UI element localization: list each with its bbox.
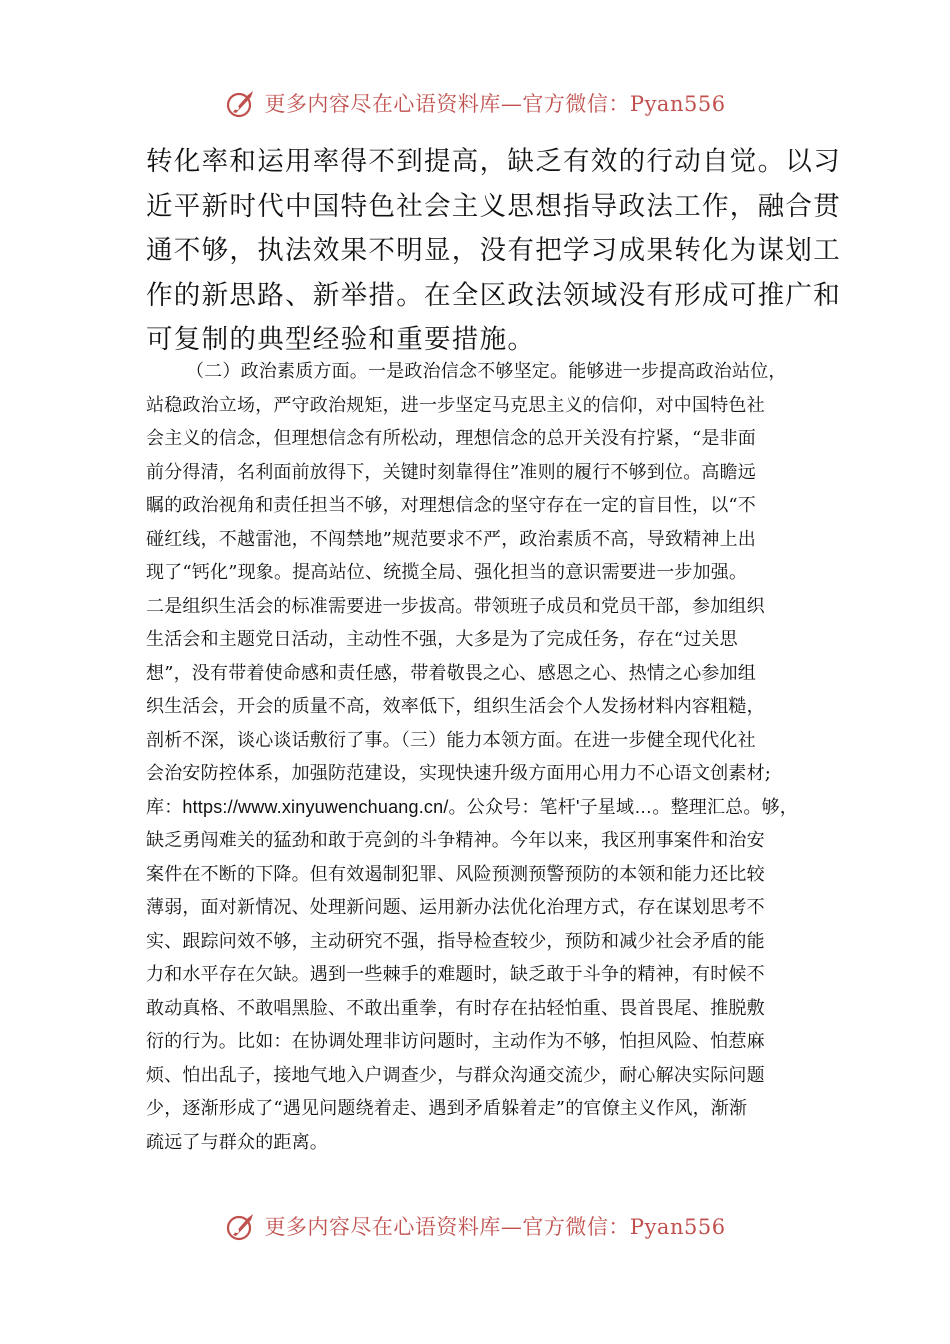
lead-paragraph xyxy=(146,140,841,363)
text-line: 生活会和主题党日活动，主动性不强，大多是为了完成任务，存在“过关思 xyxy=(146,629,738,650)
text-line: 碰红线，不越雷池，不闯禁地”规范要求不严，政治素质不高，导致精神上出 xyxy=(146,528,756,550)
text-line: 缺乏勇闯难关的猛劲和敢于亮剑的斗争精神。今年以来，我区刑事案件和治安 xyxy=(146,830,765,851)
pen-nib-logo-icon xyxy=(224,86,258,120)
text-line: 可复制的典型经验和重要措施。 xyxy=(146,324,536,355)
text-line: 烦、怕出乱子，接地气地入户调查少，与群众沟通交流少，耐心解决实际问题 xyxy=(146,1064,765,1086)
text-line: 力和水平存在欠缺。遇到一些棘手的难题时，缺乏敢于斗争的精神，有时候不 xyxy=(146,964,765,985)
text-line: 疏远了与群众的距离。 xyxy=(146,1131,328,1153)
text-line: 案件在不断的下降。但有效遏制犯罪、风险预测预警预防的本领和能力还比较 xyxy=(146,863,765,885)
text-line: 衍的行为。比如：在协调处理非访问题时，主动作为不够，怕担风险、怕惹麻 xyxy=(146,1031,765,1052)
watermark-text: 更多内容尽在心语资料库—官方微信：Pyan556 xyxy=(264,1215,726,1239)
text-line: 转化率和运用率得不到提高，缺乏有效的行动自觉。以习 xyxy=(146,146,841,177)
text-line: 近平新时代中国特色社会主义思想指导政法工作，融合贯 xyxy=(146,190,841,222)
text-line: 织生活会，开会的质量不高，效率低下，组织生活会个人发扬材料内容粗糙， xyxy=(146,696,765,717)
text-line: 前分得清，名利面前放得下，关键时刻靠得住”准则的履行不够到位。高瞻远 xyxy=(146,461,756,483)
watermark-header xyxy=(0,83,950,123)
text-line: 瞩的政治视角和责任担当不够，对理想信念的坚守存在一定的盲目性，以“不 xyxy=(146,495,756,516)
body-paragraph xyxy=(146,355,812,1159)
text-line-with-link: 库：https://www.xinyuwenchuang.cn/。公众号：笔杆'子星域…。整理汇总。够， xyxy=(146,796,798,817)
pen-nib-logo-icon xyxy=(224,1209,258,1243)
text-line: 实、跟踪问效不够，主动研究不强，指导检查较少，预防和减少社会矛盾的能 xyxy=(146,930,765,952)
text-line: 剖析不深，谈心谈话敷衍了事。（三）能力本领方面。在进一步健全现代化社 xyxy=(146,729,756,751)
text-line: 想”，没有带着使命感和责任感，带着敬畏之心、感恩之心、热情之心参加组 xyxy=(146,662,756,684)
text-line: 会治安防控体系，加强防范建设，实现快速升级方面用心用力不心语文创素材; xyxy=(146,763,772,784)
watermark-footer xyxy=(0,1206,950,1246)
text-line: 少，逐渐形成了“遇见问题绕着走、遇到矛盾躲着走”的官僚主义作风，渐渐 xyxy=(146,1098,748,1119)
text-line: 作的新思路、新举措。在全区政法领域没有形成可推广和 xyxy=(146,279,841,311)
text-line: 敢动真格、不敢唱黑脸、不敢出重拳，有时存在拈轻怕重、畏首畏尾、推脱敷 xyxy=(146,997,765,1019)
watermark-text: 更多内容尽在心语资料库—官方微信：Pyan556 xyxy=(264,92,726,116)
text-line: 薄弱，面对新情况、处理新问题、运用新办法优化治理方式，存在谋划思考不 xyxy=(146,897,765,918)
text-line: 现了“钙化”现象。提高站位、统揽全局、强化担当的意识需要进一步加强。 xyxy=(146,562,748,583)
text-line: 二是组织生活会的标准需要进一步拔高。带领班子成员和党员干部，参加组织 xyxy=(146,595,765,617)
text-line: 会主义的信念，但理想信念有所松动，理想信念的总开关没有拧紧，“是非面 xyxy=(146,428,756,449)
text-line: 通不够，执法效果不明显，没有把学习成果转化为谋划工 xyxy=(146,235,841,266)
text-line: （二）政治素质方面。一是政治信念不够坚定。能够进一步提高政治站位， xyxy=(186,361,787,382)
text-line: 站稳政治立场，严守政治规矩，进一步坚定马克思主义的信仰，对中国特色社 xyxy=(146,394,765,416)
